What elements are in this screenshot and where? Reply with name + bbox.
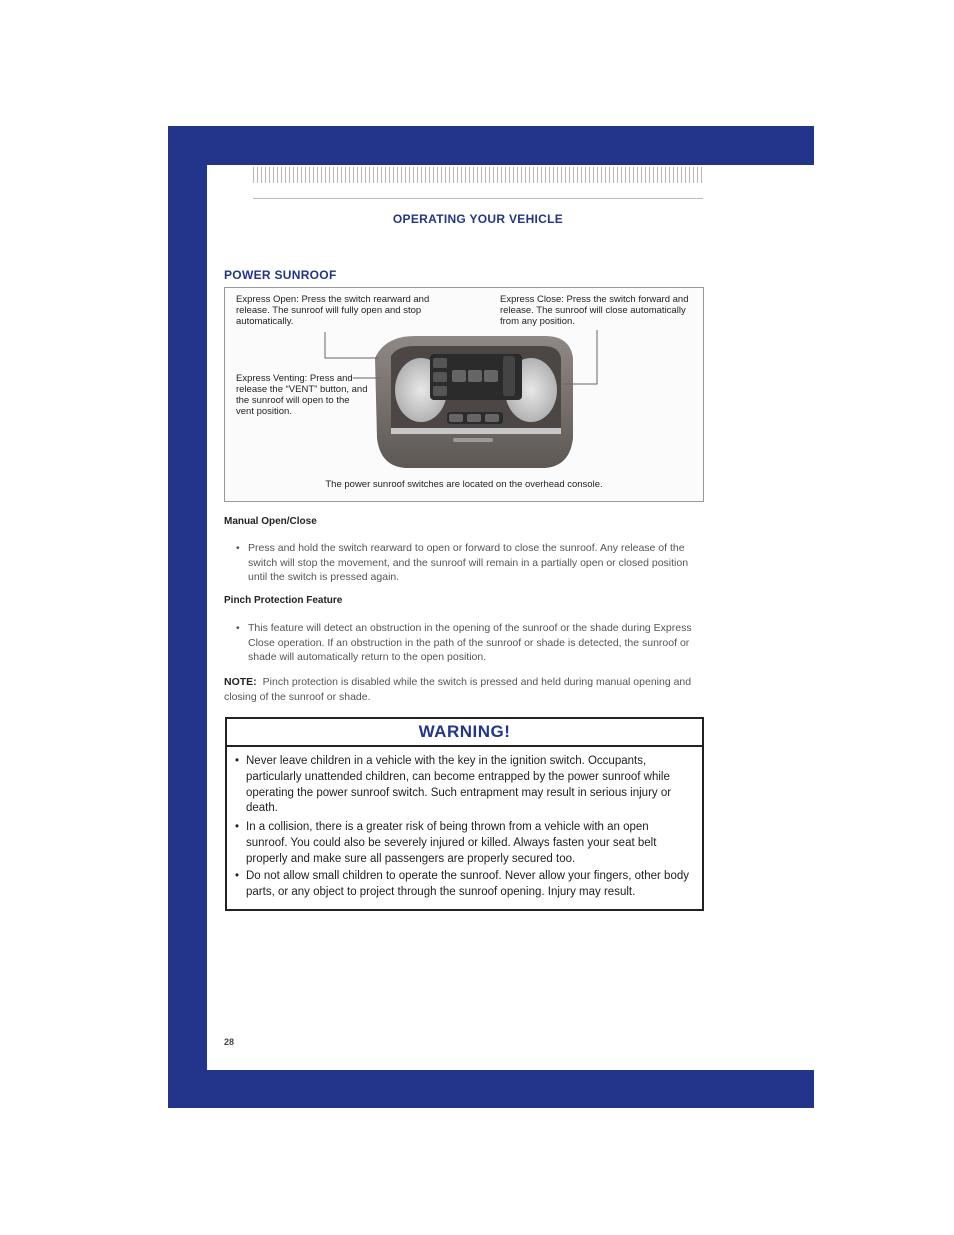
warning-item	[235, 869, 690, 901]
warning-box	[225, 717, 704, 911]
warning-item	[235, 820, 690, 867]
page-number: 28	[224, 1037, 235, 1047]
callout-express-open: Express Open: Press the switch rearward and release. The sunroof will fully open and stop automatically.	[236, 294, 430, 327]
bullet-mark: •	[235, 870, 240, 882]
pinch-protection-bullet	[236, 621, 702, 665]
bullet-mark: •	[236, 622, 240, 634]
warning-item-text: Do not allow small children to operate the sunroof. Never allow your fingers, other body parts, or any object to project through the sunroof opening. Injury may result.	[246, 870, 689, 898]
note-label: NOTE:	[224, 676, 257, 688]
bullet-mark: •	[235, 755, 240, 767]
warning-title: WARNING!	[227, 719, 702, 747]
header-divider	[253, 198, 703, 199]
bullet-text: Press and hold the switch rearward to open or forward to close the sunroof. Any release of the switch will stop the movement, and the sunroof will remain in a partially open or closed position until the switch is pressed again.	[248, 542, 689, 583]
bullet-mark: •	[236, 542, 240, 554]
page-title: POWER SUNROOF	[224, 268, 337, 282]
warning-item	[235, 754, 690, 817]
manual-open-close-bullet	[236, 541, 702, 585]
section-header: OPERATING YOUR VEHICLE	[392, 212, 564, 226]
warning-item-text: In a collision, there is a greater risk of being thrown from a vehicle with an open sunroof. You could also be severely injured or killed. Always fasten your seat belt properly and make sure all passengers are properly secured too.	[246, 821, 657, 865]
overhead-console-figure	[224, 287, 704, 502]
manual-open-close-heading: Manual Open/Close	[224, 516, 317, 527]
figure-caption: The power sunroof switches are located on the overhead console.	[325, 479, 603, 490]
callout-express-close: Express Close: Press the switch forward and release. The sunroof will close automatically from any position.	[500, 294, 689, 327]
pinch-protection-heading: Pinch Protection Feature	[224, 595, 343, 606]
note-text: Pinch protection is disabled while the switch is pressed and held during manual opening and closing of the sunroof or shade.	[224, 676, 692, 703]
note-paragraph	[224, 675, 702, 705]
bullet-mark: •	[235, 821, 240, 833]
warning-item-text: Never leave children in a vehicle with the key in the ignition switch. Occupants, particularly unattended children, can become entrapped by the power sunroof while operating the power sunroof switch. Such entrapment may result in serious injury or death.	[246, 755, 672, 815]
bullet-text: This feature will detect an obstruction in the opening of the sunroof or the shade during Express Close operation. If an obstruction in the path of the sunroof or shade is detected, the sunroof or shade will automatically return to the open position.	[248, 622, 692, 663]
header-ruler-decoration	[253, 167, 703, 183]
callout-express-venting: Express Venting: Press and release the “VENT” button, and the sunroof will open to the vent position.	[236, 373, 368, 417]
